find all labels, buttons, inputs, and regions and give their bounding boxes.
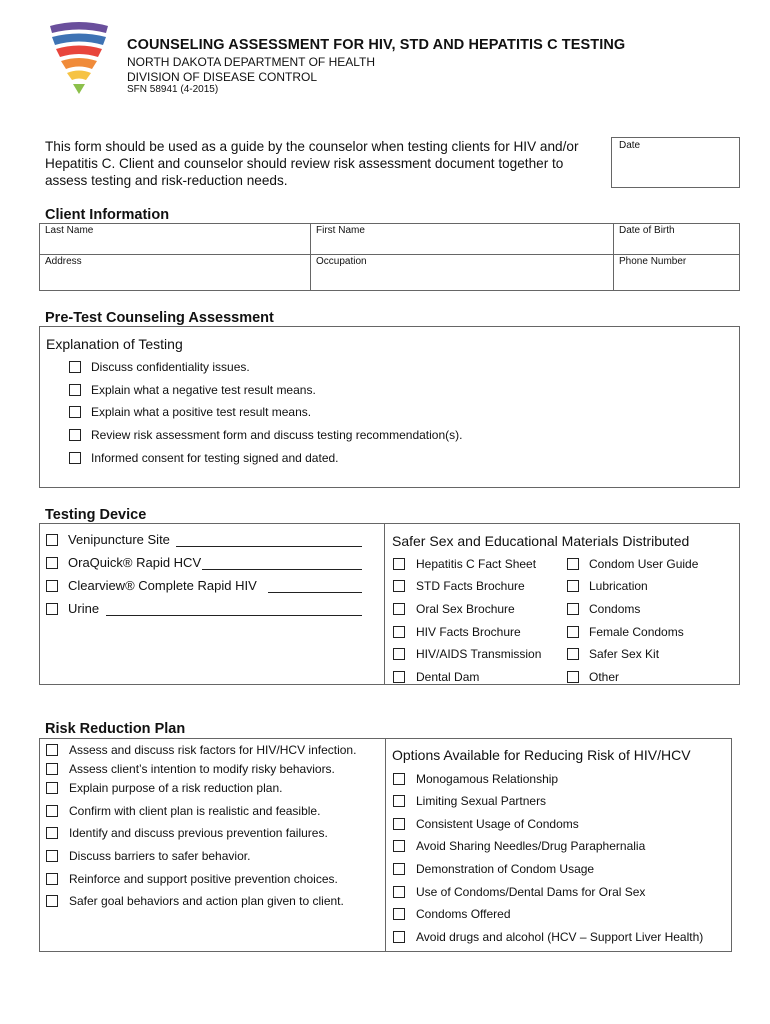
material-label: HIV/AIDS Transmission: [416, 647, 542, 661]
pretest-checkbox[interactable]: [69, 429, 81, 441]
option-item: Demonstration of Condom Usage: [416, 862, 595, 876]
material-label: HIV Facts Brochure: [416, 625, 521, 639]
device-label: OraQuick® Rapid HCV: [68, 555, 202, 570]
urine-input[interactable]: [106, 615, 362, 616]
form-title: COUNSELING ASSESSMENT FOR HIV, STD AND HEPATITIS C TESTING: [127, 37, 626, 53]
material-checkbox[interactable]: [393, 648, 405, 660]
material-checkbox[interactable]: [567, 626, 579, 638]
plan-checkbox[interactable]: [46, 895, 58, 907]
device-checkbox-venipuncture[interactable]: [46, 534, 58, 546]
risk-reduction-title: Risk Reduction Plan: [45, 721, 186, 737]
plan-checkbox[interactable]: [46, 827, 58, 839]
plan-item: Confirm with client plan is realistic and feasible.: [69, 804, 321, 818]
material-label: Oral Sex Brochure: [416, 602, 515, 616]
option-checkbox[interactable]: [393, 908, 405, 920]
material-checkbox[interactable]: [393, 580, 405, 592]
option-checkbox[interactable]: [393, 818, 405, 830]
option-item: Use of Condoms/Dental Dams for Oral Sex: [416, 885, 646, 899]
department-name: NORTH DAKOTA DEPARTMENT OF HEALTH: [127, 55, 376, 69]
dob-field[interactable]: [614, 224, 739, 254]
pretest-checkbox[interactable]: [69, 406, 81, 418]
material-label: STD Facts Brochure: [416, 579, 525, 593]
clearview-input[interactable]: [268, 592, 362, 593]
plan-checkbox[interactable]: [46, 744, 58, 756]
material-checkbox[interactable]: [567, 558, 579, 570]
material-checkbox[interactable]: [393, 558, 405, 570]
material-checkbox[interactable]: [567, 671, 579, 683]
plan-item: Assess client’s intention to modify risky behaviors.: [69, 762, 335, 776]
pretest-checkbox[interactable]: [69, 452, 81, 464]
material-label: Hepatitis C Fact Sheet: [416, 557, 537, 571]
first-name-label: First Name: [316, 225, 365, 236]
pretest-item: Discuss confidentiality issues.: [91, 360, 250, 374]
oraquick-input[interactable]: [202, 569, 362, 570]
first-name-field[interactable]: [311, 224, 613, 254]
material-label: Condoms: [589, 602, 641, 616]
pretest-item: Review risk assessment form and discuss testing recommendation(s).: [91, 428, 463, 442]
material-checkbox[interactable]: [393, 603, 405, 615]
venipuncture-input[interactable]: [176, 546, 362, 547]
plan-item: Safer goal behaviors and action plan given to client.: [69, 894, 344, 908]
material-label: Safer Sex Kit: [589, 647, 660, 661]
option-item: Monogamous Relationship: [416, 772, 559, 786]
division-name: DIVISION OF DISEASE CONTROL: [127, 70, 318, 84]
pretest-checkbox[interactable]: [69, 361, 81, 373]
date-field[interactable]: [611, 137, 740, 188]
intro-text: This form should be used as a guide by the counselor when testing clients for HIV and/or Hepatitis C. Client and counselor should review risk assessment document together to assess testing and risk-reduction needs.: [45, 139, 579, 188]
material-label: Lubrication: [589, 579, 648, 593]
materials-heading: Safer Sex and Educational Materials Distributed: [392, 533, 690, 549]
plan-checkbox[interactable]: [46, 850, 58, 862]
option-item: Avoid Sharing Needles/Drug Paraphernalia: [416, 839, 646, 853]
material-checkbox[interactable]: [567, 603, 579, 615]
material-checkbox[interactable]: [567, 648, 579, 660]
plan-checkbox[interactable]: [46, 873, 58, 885]
device-label: Urine: [68, 601, 100, 616]
option-item: Limiting Sexual Partners: [416, 794, 547, 808]
options-heading: Options Available for Reducing Risk of HIV/HCV: [392, 747, 691, 763]
plan-item: Assess and discuss risk factors for HIV/HCV infection.: [69, 743, 357, 757]
last-name-field[interactable]: [40, 224, 310, 254]
pretest-heading: Explanation of Testing: [46, 336, 183, 352]
plan-item: Explain purpose of a risk reduction plan.: [69, 781, 283, 795]
material-label: Condom User Guide: [589, 557, 699, 571]
option-item: Condoms Offered: [416, 907, 511, 921]
pretest-title: Pre-Test Counseling Assessment: [45, 310, 274, 326]
material-checkbox[interactable]: [393, 626, 405, 638]
address-field[interactable]: [40, 255, 310, 290]
plan-item: Discuss barriers to safer behavior.: [69, 849, 251, 863]
option-checkbox[interactable]: [393, 886, 405, 898]
occupation-label: Occupation: [316, 256, 367, 267]
plan-checkbox[interactable]: [46, 782, 58, 794]
pretest-item: Informed consent for testing signed and dated.: [91, 451, 339, 465]
pretest-item: Explain what a negative test result means.: [91, 383, 316, 397]
phone-label: Phone Number: [619, 256, 687, 267]
client-info-title: Client Information: [45, 207, 170, 223]
material-checkbox[interactable]: [393, 671, 405, 683]
occupation-field[interactable]: [311, 255, 613, 290]
phone-field[interactable]: [614, 255, 739, 290]
device-checkbox-clearview[interactable]: [46, 580, 58, 592]
material-label: Female Condoms: [589, 625, 684, 639]
option-checkbox[interactable]: [393, 795, 405, 807]
option-checkbox[interactable]: [393, 931, 405, 943]
option-item: Avoid drugs and alcohol (HCV – Support Liver Health): [416, 930, 704, 944]
last-name-label: Last Name: [45, 225, 94, 236]
plan-checkbox[interactable]: [46, 763, 58, 775]
date-label: Date: [619, 140, 641, 151]
device-checkbox-urine[interactable]: [46, 603, 58, 615]
material-label: Other: [589, 670, 620, 684]
form-number: SFN 58941 (4-2015): [127, 84, 219, 95]
pretest-checkbox[interactable]: [69, 384, 81, 396]
testing-device-title: Testing Device: [45, 507, 147, 523]
nd-health-logo: [44, 20, 114, 98]
option-checkbox[interactable]: [393, 773, 405, 785]
device-label: Clearview® Complete Rapid HIV: [68, 578, 257, 593]
dob-label: Date of Birth: [619, 225, 675, 236]
material-checkbox[interactable]: [567, 580, 579, 592]
plan-item: Reinforce and support positive prevention choices.: [69, 872, 338, 886]
plan-checkbox[interactable]: [46, 805, 58, 817]
option-checkbox[interactable]: [393, 863, 405, 875]
plan-item: Identify and discuss previous prevention failures.: [69, 826, 328, 840]
pretest-item: Explain what a positive test result means.: [91, 405, 312, 419]
option-checkbox[interactable]: [393, 840, 405, 852]
device-checkbox-oraquick[interactable]: [46, 557, 58, 569]
device-label: Venipuncture Site: [68, 532, 170, 547]
option-item: Consistent Usage of Condoms: [416, 817, 579, 831]
material-label: Dental Dam: [416, 670, 480, 684]
address-label: Address: [45, 256, 82, 267]
